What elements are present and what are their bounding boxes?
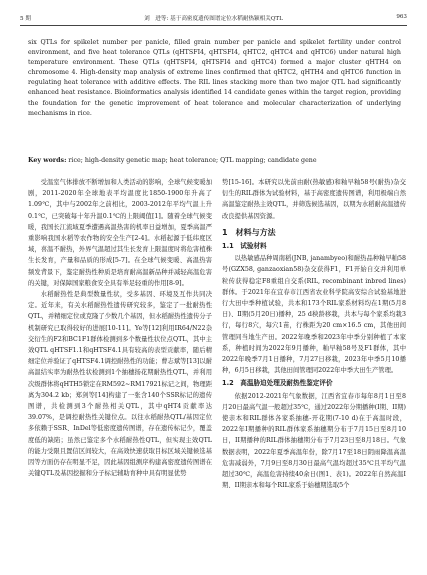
page-number: 963 [396, 14, 407, 20]
left-column [28, 177, 212, 479]
intro-paragraph-1: 受温室气体排放不断增加和人类活动的影响，全球气候变暖加剧，2011-2020年全球地表平均温度比1850-1900年升高了1.09℃，其中与2002年之前相比，2003-2012年平均气温上升0.1℃，已突破每十年升温0.1℃的上限阈值[1]。随着全球气候变暖，我国长江流域夏季遭遇高温热害的机率日益增加，夏季高温严重影响我国水稻等农作物的安全生产[2-4]。水稻起源于低纬度区域，喜温不耐热，外界气温超过其生长发育上限温度时将危害植株生长发育，产量和品质的形成[5-7]。在全球气候变暖、高温热害频发背景下，鉴定耐热性种质是培育耐高温新品种并减轻高温危害的关键，对保障国家粮食安全具有举足轻重的作用[8-9]。 [28, 179, 212, 287]
right-column [222, 177, 406, 491]
header-divider [20, 25, 407, 26]
subsection-heading-materials: 1.1 试验材料 [222, 242, 267, 251]
keywords [28, 156, 401, 166]
section-heading-materials-methods: 1 材料与方法 [222, 227, 276, 237]
materials-paragraph: 以热敏感品种周南稻(JNB, janambyeo)和耐热品种籼早籼58号(GZX58, ganzaoxian58)杂交获得F1，F1开始自交并利用单粒传获得稳定F8重组自交系(RIL, recombinant inbred lines)群体。于2021年在宜春市江西省农业科学院高安综合试验基地进行大田中季种植试验，共本和173个RIL家系材料均在1期(5月8日)、Ⅱ期(5月20日)播种，25 d秧龄移栽，共本与每个家系均栽3行，每行8穴，每穴1苗，行株距为20 cm×16.5 cm，其他田间管理同当地生产田。2022年晚季和2023年中季分别种植了本家系，种植时间为2022年9月播种，籼早籼58号及F1群体，其中2022年晚季7月1日播种，7月27日移栽，2023年中季5月10播种，6月5日移栽，其他田间管理同2022年中季大田生产管理。 [222, 255, 406, 375]
keywords-text: rice; high-density genetic map; heat tolerance; QTL mapping; candidate gene [68, 157, 317, 164]
intro-paragraph-end: 势[15-16]。本研究以先前由耐(热敏感)和籼早籼58号(耐热)杂交衍生的RIL群体为试验材料，基于高密度遗传图谱，利用极端自然高温鉴定耐热主效QTL，并筛选候选基因，以期为水稻耐高温遗传改良提供基因资源。 [222, 179, 406, 220]
intro-paragraph-2: 水稻耐热性是典型数量性状，受多基因、环境及互作共同决定。近年来，有关水稻耐热性遗传研究较多，鉴定了一批耐热性QTL，并精细定位或克隆了少数几个基因，但水稻耐热性遗传分子机制研究已取得较好的进展[10-11]。Ye等[12]利用IR64/N22杂交衍生的F2和BC1F1群体检测到多个数量性状位点QTL，其中主效QTL qHTSF1.1和qHTSF4.1具有较高的表型贡献率，随后精细定位并验证了qHTSF4.1调控耐热性的功能；曹志斌等[13]以耐高温结实率为耐热性状检测到1个抽穗扬花期耐热性QTL，并利用次级群体将qHTH5锁定在RM592~RM17921标记之间，物理距离为304.2 kb；郑剑等[14]构建了一张含140个SSR标记的遗传图谱，共检测到3个耐热相关QTL，其中qHT4贡献率达39.07%，是调控耐热性关键位点。以往水稻耐热QTL/基因定位多依赖于SSR、InDel等低密度遗传图谱，存在遗传标记少，覆盖度低的缺陷；虽然已鉴定多个水稻耐热性QTL，但实现主效QTL的能力受限且置信区间较大，在高效快速获取目标区域关键候选基因等方面仍存在明显不足，因此基因组测序构建高密度遗传图谱在关键QTL及基因挖掘和分子标记辅助育种中具有明显优势 [28, 291, 212, 478]
subsection-heading-heat-stress: 1.2 高温胁迫处理及耐热性鉴定评价 [222, 379, 333, 388]
issue-number: 5 期 [20, 16, 31, 22]
running-title: 刘 进等: 基于高密度遗传图谱定位水稻耐热颖相关QTL [144, 16, 283, 22]
keywords-label: Key words: [28, 157, 67, 164]
heat-stress-paragraph: 依据2012-2021年气象数据，江西省宜春市每年8月1日至8月20日最高气温一般超过35℃，通过2022年分期播种(I期、II期)使亲本和RIL群体各家系抽穗-开花期(7-10 d)在于高温时段，2022年I期播种的RIL群体家系抽穗期分布于7月15日至8月10日，II期播种的RIL群体抽穗期分布于7月23日至8月18日。气象数据表明，2022年夏季高温年份，除7月17至18日阴雨降温高温危害减弱外，7月9日至8月30日最高气温均超过35℃且平均气温超过30℃，高温危害持续40余日(图1、表1)。2022年自然高温I期、II期亲本和每个RIL家系于始穗期选取5个 [222, 392, 406, 490]
english-abstract: six QTLs for spikelet number per panicle, filled grain number per panicle and spikelet fertility under control environment, and five heat tolerance QTLs (qHTSFI4, qHTSFI4, qHTC2, qHTC4 and qHTC6) under natural high temperature environment. These QTLs (qHTSFI4, qHTSFI4 and qHTC4) formed a major cluster qHTH4 on chromosome 4. High-density map analysis of extreme lines confirmed that qHTC2, qHTH4 and qHTC6 function in regulating heat tolerance with additive effects. The RIL lines stacking more than two major QTL had significantly enhanced heat resistance. Bioinformatics analysis identified 14 candidate genes within the target region, providing the foundation for the genetic improvement of heat tolerance and molecular characterization of underlying mechanisms in rice. [28, 39, 401, 117]
